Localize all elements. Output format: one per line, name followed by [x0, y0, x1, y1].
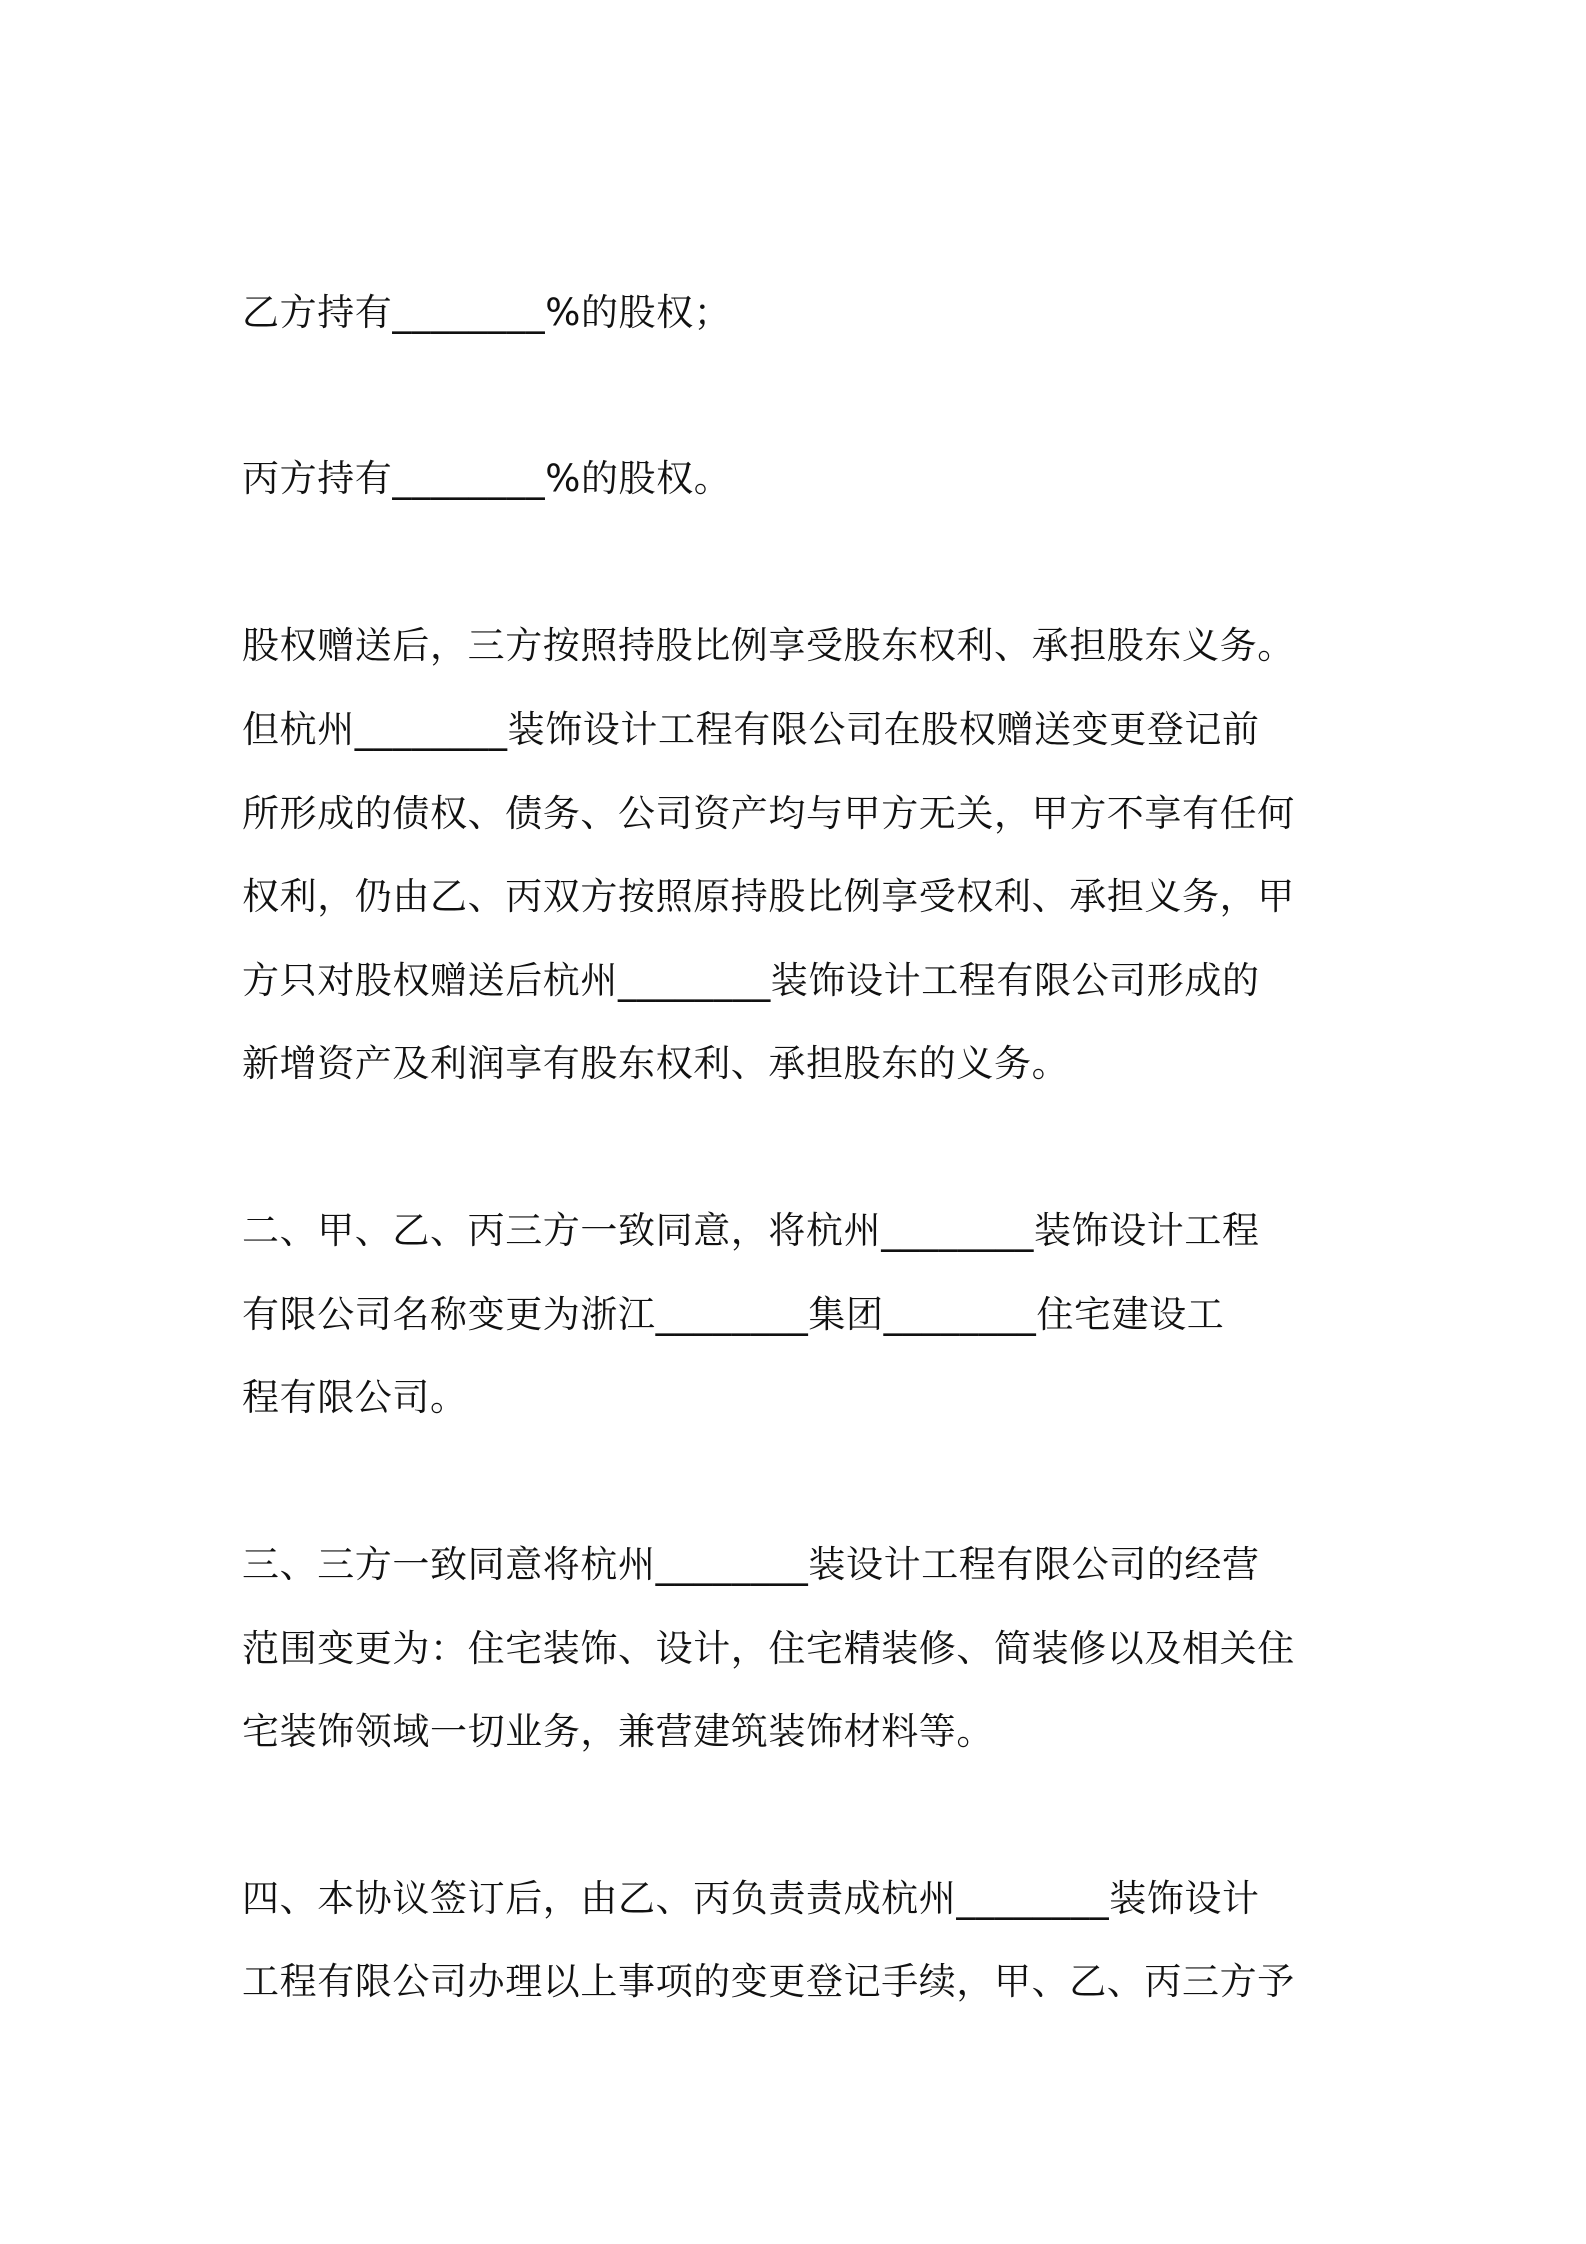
text-line: 丙方持有________%的股权。 — [242, 457, 732, 500]
text-line: 二、甲、乙、丙三方一致同意，将杭州________装饰设计工程 — [242, 1209, 1260, 1252]
text-line: 三、三方一致同意将杭州________装设计工程有限公司的经营 — [242, 1543, 1260, 1586]
text-line: 四、本协议签订后，由乙、丙负责责成杭州________装饰设计 — [242, 1877, 1260, 1920]
text-line: 工程有限公司办理以上事项的变更登记手续，甲、乙、丙三方予 — [242, 1960, 1295, 2003]
text-line: 程有限公司。 — [242, 1376, 468, 1419]
text-line: 乙方持有________%的股权； — [242, 291, 732, 334]
text-line: 股权赠送后，三方按照持股比例享受股东权利、承担股东义务。 — [242, 624, 1295, 667]
text-line: 宅装饰领域一切业务，兼营建筑装饰材料等。 — [242, 1710, 994, 1753]
text-line: 范围变更为：住宅装饰、设计，住宅精装修、简装修以及相关住 — [242, 1627, 1295, 1670]
text-line: 所形成的债权、债务、公司资产均与甲方无关，甲方不享有任何 — [242, 792, 1295, 835]
text-line: 方只对股权赠送后杭州________装饰设计工程有限公司形成的 — [242, 959, 1260, 1002]
text-line: 有限公司名称变更为浙江________集团________住宅建设工 — [242, 1293, 1225, 1336]
text-line: 新增资产及利润享有股东权利、承担股东的义务。 — [242, 1042, 1070, 1085]
text-line: 权利，仍由乙、丙双方按照原持股比例享受权利、承担义务，甲 — [242, 875, 1295, 918]
text-line: 但杭州________装饰设计工程有限公司在股权赠送变更登记前 — [242, 708, 1260, 751]
